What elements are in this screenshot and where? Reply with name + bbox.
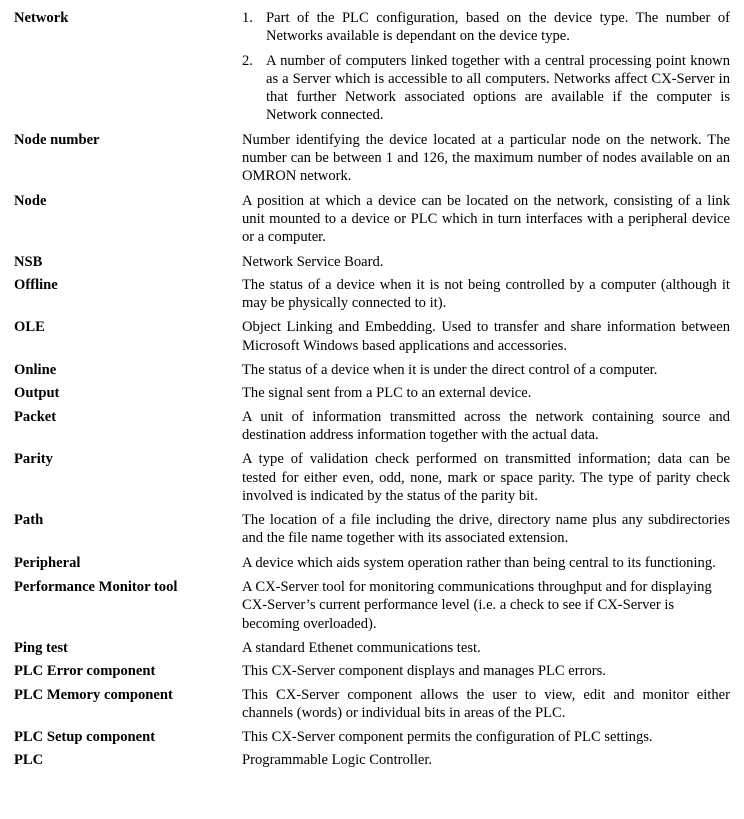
glossary-entry-path bbox=[0, 511, 744, 548]
definition-item bbox=[242, 52, 730, 125]
glossary-entry-peripheral bbox=[0, 554, 744, 572]
definition: A position at which a device can be located on the network, consisting of a link unit mounted to a device or PLC which in turn interfaces with a peripheral device or a computer. bbox=[242, 192, 730, 246]
term: PLC Memory component bbox=[14, 686, 173, 703]
definition: A type of validation check performed on transmitted information; data can be tested for either even, odd, none, mark or space parity. The type of parity check involved is indicated by the status of the parity bit. bbox=[242, 451, 730, 504]
glossary-entry-node bbox=[0, 192, 744, 247]
term: Offline bbox=[14, 276, 58, 293]
definition: The status of a device when it is not being controlled by a computer (although it may be physically connected to it). bbox=[242, 276, 730, 312]
term: Packet bbox=[14, 408, 57, 425]
definition: Object Linking and Embedding. Used to transfer and share information between Microsoft Windows based applications and accessories. bbox=[242, 319, 730, 354]
definition: Number identifying the device located at a particular node on the network. The number can be between 1 and 126, the maximum number of nodes available on an OMRON network. bbox=[242, 131, 730, 185]
term: Node number bbox=[14, 131, 100, 148]
definition: A CX-Server tool for monitoring communications throughput and for displaying CX-Server’s current performance level (i.e. a check to see if CX-Server is becoming overloaded). bbox=[242, 579, 712, 632]
glossary-entry-nsb bbox=[0, 253, 744, 271]
glossary-entry-packet bbox=[0, 408, 744, 445]
glossary-entry-offline bbox=[0, 276, 744, 313]
item-number: 2. bbox=[242, 52, 253, 69]
glossary-entry-online bbox=[0, 361, 744, 379]
glossary-entry-plc-error-component bbox=[0, 662, 744, 680]
definition: The status of a device when it is under the direct control of a computer. bbox=[242, 362, 658, 379]
glossary-entry-network bbox=[0, 9, 744, 125]
definition-item bbox=[242, 9, 730, 46]
term: Output bbox=[14, 385, 60, 402]
definition: A unit of information transmitted across the network containing source and destination address information together with the actual data. bbox=[242, 408, 730, 443]
glossary-entry-node-number bbox=[0, 131, 744, 186]
glossary-entry-plc-setup-component bbox=[0, 728, 744, 746]
term: Peripheral bbox=[14, 554, 81, 571]
term: Node bbox=[14, 192, 47, 209]
item-text: Part of the PLC configuration, based on the device type. The number of Networks available is dependant on the device type. bbox=[266, 10, 730, 45]
glossary-entry-plc bbox=[0, 751, 744, 769]
glossary-entry-parity bbox=[0, 450, 744, 505]
term: PLC Setup component bbox=[14, 729, 156, 746]
definition: This CX-Server component permits the configuration of PLC settings. bbox=[242, 729, 653, 746]
term: Path bbox=[14, 512, 44, 529]
definition: A standard Ethenet communications test. bbox=[242, 639, 481, 656]
definition bbox=[242, 9, 730, 125]
term: Parity bbox=[14, 451, 53, 468]
term: Performance Monitor tool bbox=[14, 579, 178, 596]
definition: This CX-Server component allows the user to view, edit and monitor either channels (words) or individual bits in areas of the PLC. bbox=[242, 686, 730, 721]
definition: Programmable Logic Controller. bbox=[242, 752, 433, 769]
definition: This CX-Server component displays and manages PLC errors. bbox=[242, 663, 606, 680]
term: PLC bbox=[14, 752, 44, 769]
glossary-entry-output bbox=[0, 384, 744, 402]
term: Ping test bbox=[14, 639, 68, 656]
term: Network bbox=[14, 10, 69, 26]
glossary-entry-ping-test bbox=[0, 639, 744, 657]
item-text: A number of computers linked together with a central processing point known as a Server which is accessible to all computers. Networks affect CX-Server in that further Network associated options are available if the computer is Network connected. bbox=[266, 52, 730, 124]
term: OLE bbox=[14, 319, 45, 336]
item-number: 1. bbox=[242, 10, 253, 26]
definition: The signal sent from a PLC to an external device. bbox=[242, 385, 532, 402]
glossary-entry-performance-monitor-tool bbox=[0, 578, 744, 633]
definition: Network Service Board. bbox=[242, 253, 384, 270]
term: PLC Error component bbox=[14, 663, 156, 680]
glossary-entry-plc-memory-component bbox=[0, 686, 744, 723]
glossary-entry-ole bbox=[0, 318, 744, 355]
definition: A device which aids system operation rather than being central to its functioning. bbox=[242, 554, 716, 571]
term: NSB bbox=[14, 253, 43, 270]
definition: The location of a file including the drive, directory name plus any subdirectories and the file name together with its associated extension. bbox=[242, 512, 730, 547]
term: Online bbox=[14, 362, 57, 379]
